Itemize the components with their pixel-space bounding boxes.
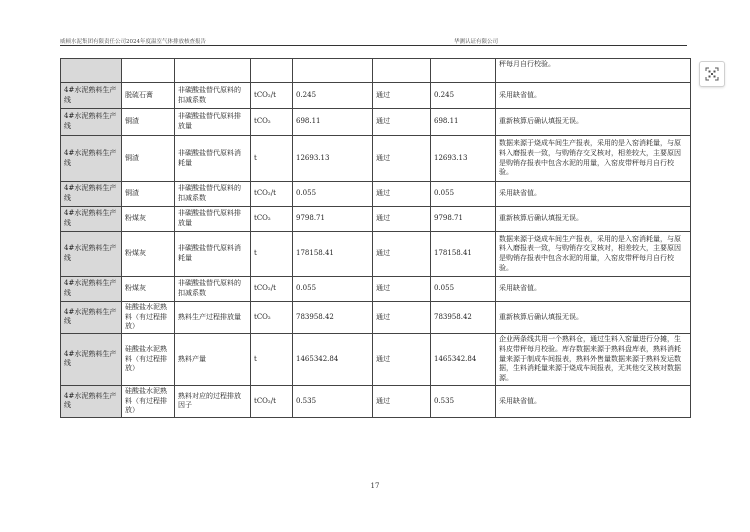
cell-verified: 0.055 xyxy=(431,182,496,207)
cell-unit: t xyxy=(251,333,293,385)
cell-value: 9798.71 xyxy=(293,207,373,232)
table-row xyxy=(61,277,691,302)
cell-param: 非碳酸盐替代原料的扣减系数 xyxy=(175,277,251,302)
cell-value: 0.055 xyxy=(293,277,373,302)
cell-unit: tCO₂ xyxy=(251,109,293,136)
cell-unit xyxy=(251,59,293,83)
cell-note: 秤每月自行校验。 xyxy=(496,59,691,83)
qr-scan-icon xyxy=(705,67,719,81)
cell-result: 通过 xyxy=(373,83,431,109)
cell-verified xyxy=(431,59,496,83)
cell-verified: 0.245 xyxy=(431,83,496,109)
cell-line: 4#水泥熟料生产线 xyxy=(61,182,122,207)
table-row xyxy=(61,207,691,232)
cell-line: 4#水泥熟料生产线 xyxy=(61,232,122,277)
table-row xyxy=(61,83,691,109)
cell-param: 非碳酸盐替代原料消耗量 xyxy=(175,136,251,182)
cell-unit: tCO₂/t xyxy=(251,385,293,417)
cell-material xyxy=(122,59,175,83)
cell-note: 重新核算后确认填报无误。 xyxy=(496,109,691,136)
cell-note: 企业两条线共用一个熟料仓，通过生料入窑量进行分摊，生料皮带秤每月校验。库存数据来源于熟料盘库表，熟料消耗量来源于制成车间报表，熟料外售量数据来源于熟料发运数据，生料消耗量来源于烧成车间报表，无其他交叉核对数据源。 xyxy=(496,333,691,385)
cell-verified: 783958.42 xyxy=(431,302,496,334)
cell-material: 粉煤灰 xyxy=(122,232,175,277)
cell-material: 铜渣 xyxy=(122,136,175,182)
table-row xyxy=(61,385,691,417)
cell-value: 698.11 xyxy=(293,109,373,136)
table-row xyxy=(61,302,691,334)
cell-param: 熟料生产过程排放量 xyxy=(175,302,251,334)
table-row xyxy=(61,182,691,207)
cell-material: 粉煤灰 xyxy=(122,207,175,232)
verification-table xyxy=(60,58,691,418)
cell-unit: tCO₂/t xyxy=(251,182,293,207)
cell-line: 4#水泥熟料生产线 xyxy=(61,385,122,417)
cell-param: 非碳酸盐替代原料排放量 xyxy=(175,109,251,136)
cell-verified: 0.535 xyxy=(431,385,496,417)
cell-verified: 698.11 xyxy=(431,109,496,136)
cell-value: 783958.42 xyxy=(293,302,373,334)
cell-material: 粉煤灰 xyxy=(122,277,175,302)
cell-note: 采用缺省值。 xyxy=(496,277,691,302)
cell-line: 4#水泥熟料生产线 xyxy=(61,207,122,232)
cell-note: 重新核算后确认填报无误。 xyxy=(496,302,691,334)
cell-param xyxy=(175,59,251,83)
cell-result: 通过 xyxy=(373,207,431,232)
cell-material: 铜渣 xyxy=(122,182,175,207)
cell-unit: t xyxy=(251,232,293,277)
cell-result: 通过 xyxy=(373,333,431,385)
header-company: 华测认证有限公司 xyxy=(453,39,498,45)
cell-note: 采用缺省值。 xyxy=(496,182,691,207)
cell-param: 熟料对应的过程排放因子 xyxy=(175,385,251,417)
cell-verified: 0.055 xyxy=(431,277,496,302)
cell-result: 通过 xyxy=(373,232,431,277)
table-row xyxy=(61,136,691,182)
table-row xyxy=(61,333,691,385)
cell-result: 通过 xyxy=(373,109,431,136)
table-row-continued xyxy=(61,59,691,83)
cell-verified: 178158.41 xyxy=(431,232,496,277)
cell-unit: tCO₂ xyxy=(251,207,293,232)
cell-param: 非碳酸盐替代原料消耗量 xyxy=(175,232,251,277)
cell-param: 非碳酸盐替代原料的扣减系数 xyxy=(175,83,251,109)
qr-scan-button[interactable] xyxy=(699,61,725,87)
cell-unit: tCO₂/t xyxy=(251,277,293,302)
cell-verified: 12693.13 xyxy=(431,136,496,182)
cell-line: 4#水泥熟料生产线 xyxy=(61,109,122,136)
cell-material: 脱硫石膏 xyxy=(122,83,175,109)
cell-line: 4#水泥熟料生产线 xyxy=(61,136,122,182)
cell-param: 非碳酸盐替代原料的扣减系数 xyxy=(175,182,251,207)
cell-note: 重新核算后确认填报无误。 xyxy=(496,207,691,232)
cell-result: 通过 xyxy=(373,277,431,302)
cell-note: 数据来源于烧成车间生产报表，采用的是入窑消耗量，与原料入磨报表一致，与购销存交叉核对，相差较大，主要原因是购销存报表中包含水泥的用量，入窑皮带秤每月自行校验。 xyxy=(496,232,691,277)
cell-note: 数据来源于烧成车间生产报表，采用的是入窑消耗量，与原料入磨报表一致，与购销存交叉核对，相差较大，主要原因是购销存报表中包含水泥的用量，入窑皮带秤每月自行校验。 xyxy=(496,136,691,182)
cell-value: 0.535 xyxy=(293,385,373,417)
cell-verified: 1465342.84 xyxy=(431,333,496,385)
cell-verified: 9798.71 xyxy=(431,207,496,232)
cell-line: 4#水泥熟料生产线 xyxy=(61,83,122,109)
cell-value: 0.245 xyxy=(293,83,373,109)
cell-value xyxy=(293,59,373,83)
cell-value: 178158.41 xyxy=(293,232,373,277)
cell-line: 4#水泥熟料生产线 xyxy=(61,333,122,385)
table-row xyxy=(61,109,691,136)
cell-result xyxy=(373,59,431,83)
cell-param: 熟料产量 xyxy=(175,333,251,385)
cell-value: 12693.13 xyxy=(293,136,373,182)
table-body xyxy=(61,59,691,418)
cell-line xyxy=(61,59,122,83)
header-divider xyxy=(60,45,687,46)
cell-result: 通过 xyxy=(373,385,431,417)
cell-result: 通过 xyxy=(373,136,431,182)
cell-result: 通过 xyxy=(373,182,431,207)
header-title: 威顿水泥集团有限责任公司2024年度温室气体排放核查报告 xyxy=(60,39,206,45)
cell-note: 采用缺省值。 xyxy=(496,83,691,109)
cell-value: 0.055 xyxy=(293,182,373,207)
cell-material: 硅酸盐水泥熟料（有过程排放） xyxy=(122,333,175,385)
cell-value: 1465342.84 xyxy=(293,333,373,385)
cell-unit: tCO₂/t xyxy=(251,83,293,109)
table-row xyxy=(61,232,691,277)
cell-unit: tCO₂ xyxy=(251,302,293,334)
page-number: 17 xyxy=(370,482,380,490)
cell-material: 铜渣 xyxy=(122,109,175,136)
cell-line: 4#水泥熟料生产线 xyxy=(61,277,122,302)
cell-line: 4#水泥熟料生产线 xyxy=(61,302,122,334)
cell-param: 非碳酸盐替代原料排放量 xyxy=(175,207,251,232)
cell-note: 采用缺省值。 xyxy=(496,385,691,417)
cell-material: 硅酸盐水泥熟料（有过程排放） xyxy=(122,302,175,334)
cell-result: 通过 xyxy=(373,302,431,334)
cell-unit: t xyxy=(251,136,293,182)
cell-material: 硅酸盐水泥熟料（有过程排放） xyxy=(122,385,175,417)
